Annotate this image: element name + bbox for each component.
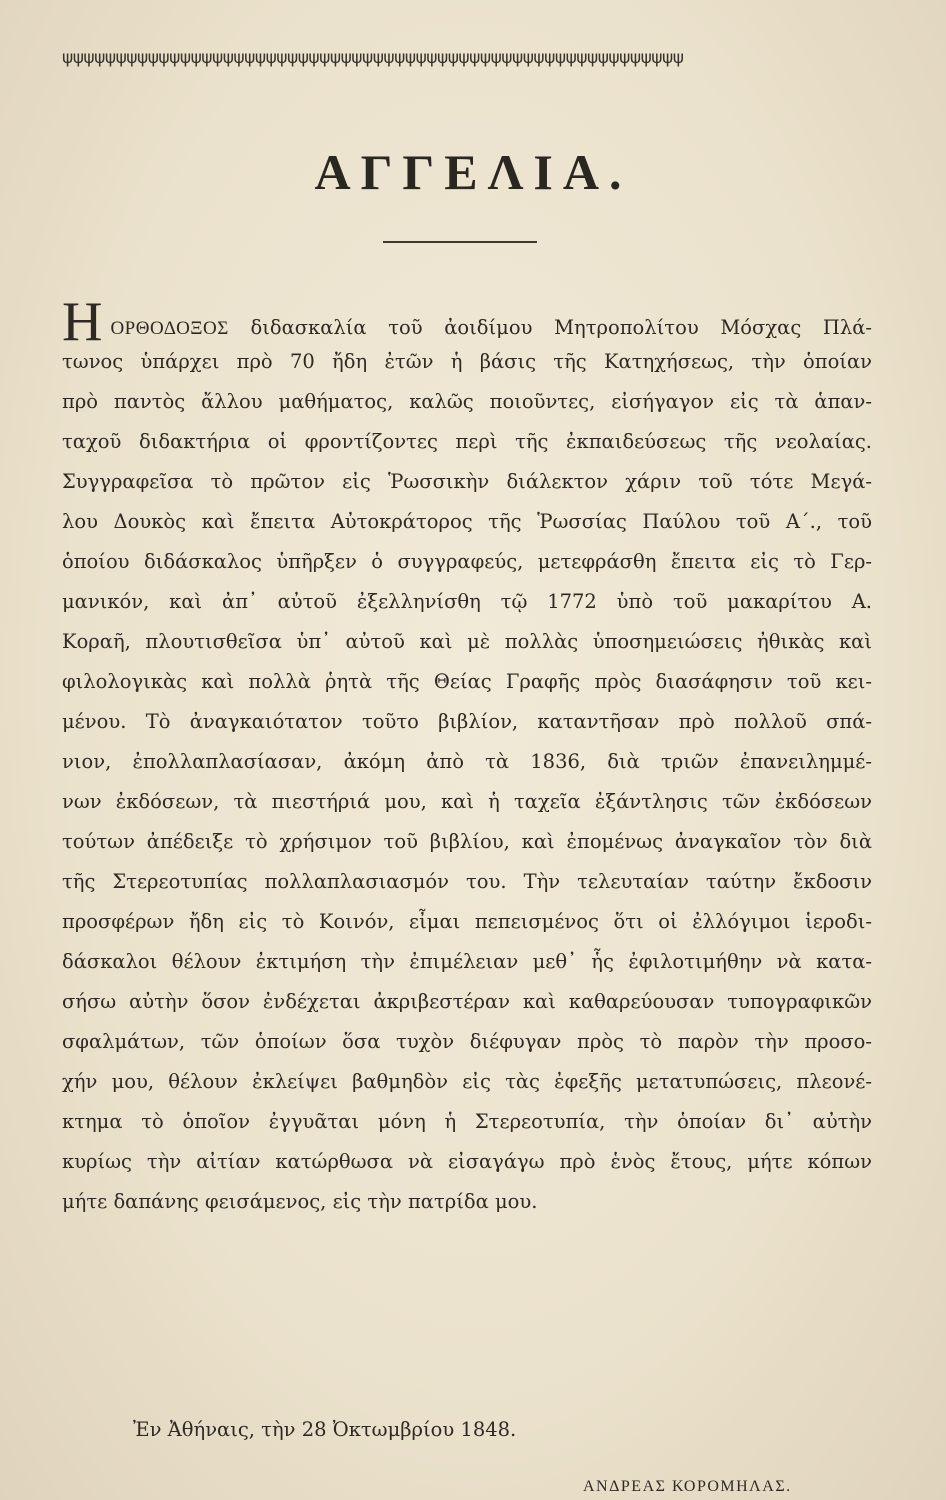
body-line: τωνος ὑπάρχει πρὸ 70 ἤδη ἐτῶν ἡ βάσις τῆς Κατηχήσεως, τὴν ὁποίαν — [62, 350, 872, 373]
body-line: σήσω αὐτὴν ὅσον ἐνδέχεται ἀκριβεστέραν καὶ καθαρεύουσαν τυπογραφικῶν — [62, 990, 872, 1013]
body-line: κτημα τὸ ὁποῖον ἐγγυᾶται μόνη ἡ Στερεοτυπία, τὴν ὁποίαν δι᾿ αὐτὴν — [62, 1110, 872, 1133]
body-line: λου Δουκὸς καὶ ἔπειτα Αὐτοκράτορος τῆς Ῥωσσίας Παύλου τοῦ Α΄., τοῦ — [62, 510, 872, 533]
opening-word: ΟΡΘΟΔΟΞΟΣ — [110, 318, 229, 339]
signature: ΑΝΔΡΕΑΣ ΚΟΡΟΜΗΛΑΣ. — [583, 1478, 792, 1495]
body-line: πρὸ παντὸς ἄλλου μαθήματος, καλῶς ποιοῦντες, εἰσήγαγον εἰς τὰ ἁπαν- — [62, 390, 872, 413]
body-line: Κοραῆ, πλουτισθεῖσα ὑπ᾿ αὐτοῦ καὶ μὲ πολλὰς ὑποσημειώσεις ἠθικὰς καὶ — [62, 630, 872, 653]
body-line: δάσκαλοι θέλουν ἐκτιμήση τὴν ἐπιμέλειαν μεθ᾿ ἧς ἐφιλοτιμήθην νὰ κατα- — [62, 950, 872, 973]
body-line: μήτε δαπάνης φεισάμενος, εἰς τὴν πατρίδα μου. — [62, 1190, 538, 1213]
body-line: μανικόν, καὶ ἀπ᾿ αὐτοῦ ἐξελληνίσθη τῷ 1772 ὑπὸ τοῦ μακαρίτου Α. — [62, 590, 872, 613]
body-line-text: διδασκαλία τοῦ ἀοιδίμου Μητροπολίτου Μόσχας Πλά- — [250, 316, 872, 339]
body-line: σφαλμάτων, τῶν ὁποίων ὅσα τυχὸν διέφυγαν πρὸς τὸ παρὸν τὴν προσο- — [62, 1030, 872, 1053]
body-line: ταχοῦ διδακτήρια οἱ φροντίζοντες περὶ τῆς ἐκπαιδεύσεως τῆς νεολαίας. — [62, 430, 872, 453]
dateline: Ἐν Ἀθήναις, τὴν 28 Ὀκτωμβρίου 1848. — [133, 1418, 517, 1441]
body-line: τούτων ἀπέδειξε τὸ χρήσιμον τοῦ βιβλίου, καὶ ἐπομένως ἀναγκαῖον τὸν διὰ — [62, 830, 872, 853]
body-line: κυρίως τὴν αἰτίαν κατώρθωσα νὰ εἰσαγάγω πρὸ ἑνὸς ἔτους, μήτε κόπων — [62, 1150, 872, 1173]
body-line: προσφέρων ἤδη εἰς τὸ Κοινόν, εἶμαι πεπεισμένος ὅτι οἱ ἐλλόγιμοι ἱεροδι- — [62, 910, 872, 933]
body-line: φιλολογικὰς καὶ πολλὰ ῥητὰ τῆς Θείας Γραφῆς πρὸς διασάφησιν τοῦ κει- — [62, 670, 872, 693]
page-title: ΑΓΓΕΛΙΑ. — [314, 144, 632, 200]
drop-cap: Η — [62, 291, 103, 353]
announcement-body — [62, 291, 872, 1222]
body-line: Συγγραφεῖσα τὸ πρῶτον εἰς Ῥωσσικὴν διάλεκτον χάριν τοῦ τότε Μεγά- — [62, 470, 872, 493]
body-line: τῆς Στερεοτυπίας πολλαπλασιασμόν του. Τὴν τελευταίαν ταύτην ἔκδοσιν — [62, 870, 872, 893]
body-line: νων ἐκδόσεων, τὰ πιεστήριά μου, καὶ ἡ ταχεῖα ἐξάντλησις τῶν ἐκδόσεων — [62, 790, 872, 813]
body-line: ὁποίου διδάσκαλος ὑπῆρξεν ὁ συγγραφεύς, μετεφράσθη ἔπειτα εἰς τὸ Γερ- — [62, 550, 872, 573]
body-line: νιον, ἐπολλαπλασίασαν, ἀκόμη ἀπὸ τὰ 1836, διὰ τριῶν ἐπανειλημμέ- — [62, 750, 872, 773]
title-divider — [383, 241, 537, 243]
body-line: μένου. Τὸ ἀναγκαιότατον τοῦτο βιβλίον, καταντῆσαν πρὸ πολλοῦ σπά- — [62, 710, 872, 733]
body-line: χήν μου, θέλουν ἐκλείψει βαθμηδὸν εἰς τὰς ἐφεξῆς μετατυπώσεις, πλεονέ- — [62, 1070, 872, 1093]
body-line — [62, 291, 872, 353]
ornamental-border: ψψψψψψψψψψψψψψψψψψψψψψψψψψψψψψψψψψψψψψψψψψψψψψψψψψψψψψψψψψ — [62, 48, 684, 68]
